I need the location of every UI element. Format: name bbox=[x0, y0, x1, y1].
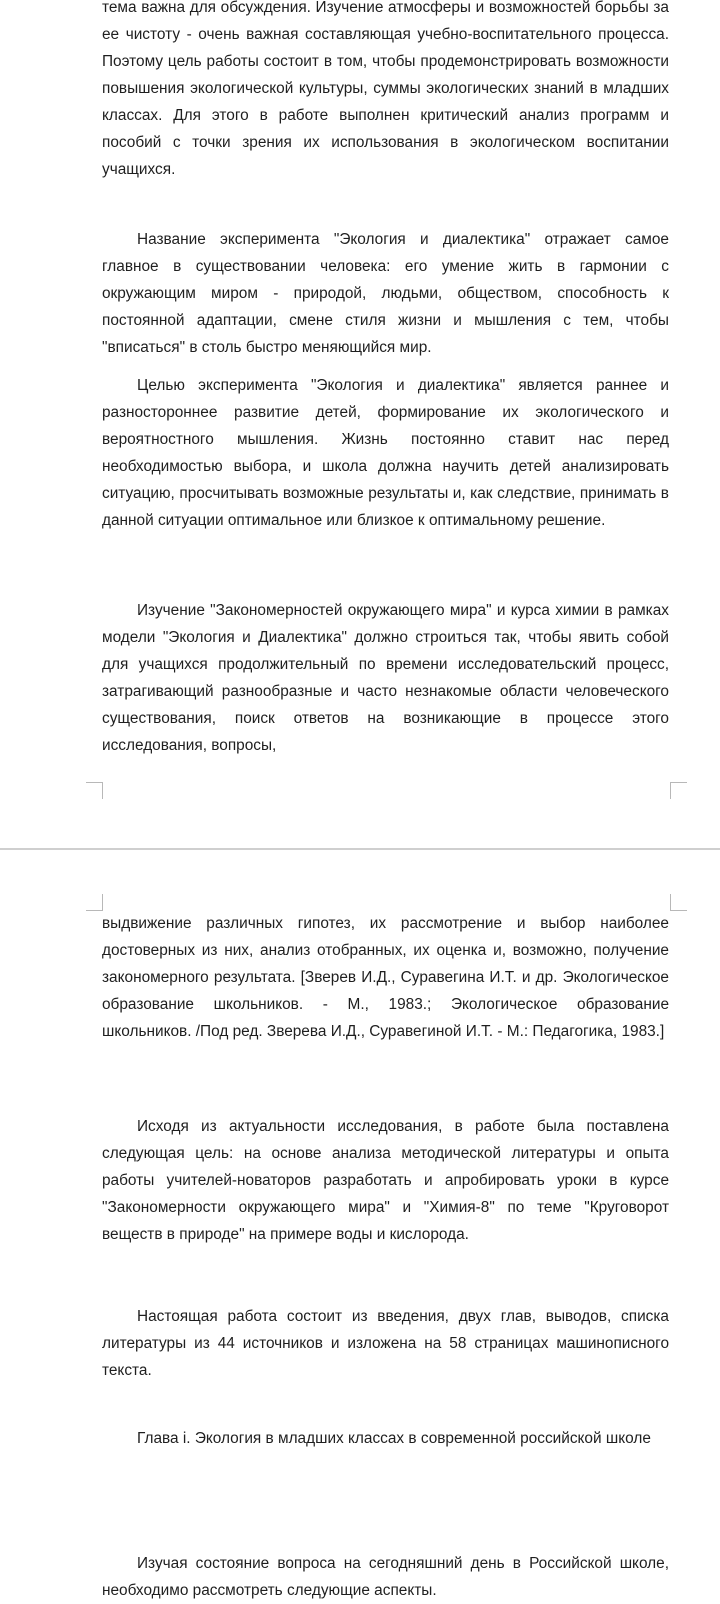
paragraph-4: Изучение "Закономерностей окружающего мира" и курса химии в рамках модели "Экология и Диалектика" должно строиться так, чтобы явить собой для учащихся продолжительный по времени исследовательский процесс, затрагивающий разнообразные и часто незнакомые области человеческого существования, поиск ответов на возникающие в процессе этого исследования, вопросы, bbox=[102, 602, 669, 754]
page-corner-bottom-right bbox=[670, 782, 687, 799]
paragraph-1: тема важна для обсуждения. Изучение атмосферы и возможностей борьбы за ее чистоту - очень важная составляющая учебно-воспитательного процесса. Поэтому цель работы состоит в том, чтобы продемонстрировать возможности повышения экологической культуры, суммы экологических знаний в младших классах. Для этого в работе выполнен критический анализ программ и пособий с точки зрения их использования в экологическом воспитании учащихся. bbox=[102, 0, 669, 178]
paragraph-7: Настоящая работа состоит из введения, двух глав, выводов, списка литературы из 44 источников и изложена на 58 страницах машинописного текста. bbox=[102, 1308, 669, 1379]
paragraph-3: Целью эксперимента "Экология и диалектика" является раннее и разностороннее развитие детей, формирование их экологического и вероятностного мышления. Жизнь постоянно ставит нас перед необходимостью выбора, и школа должна научить детей анализировать ситуацию, просчитывать возможные результаты и, как следствие, принимать в данной ситуации оптимальное или близкое к оптимальному решение. bbox=[102, 377, 669, 529]
page-corner-top-right bbox=[670, 894, 687, 911]
document-page-2 bbox=[0, 850, 720, 1600]
chapter-heading: Глава i. Экология в младших классах в современной российской школе bbox=[137, 1430, 651, 1447]
paragraph-2: Название эксперимента "Экология и диалектика" отражает самое главное в существовании человека: его умение жить в гармонии с окружающим миром - природой, людьми, обществом, способность к постоянной адаптации, смене стиля жизни и мышления с тем, чтобы "вписаться" в столь быстро меняющийся мир. bbox=[102, 231, 669, 356]
page-corner-top-left bbox=[86, 894, 103, 911]
paragraph-8: Изучая состояние вопроса на сегодняшний день в Российской школе, необходимо рассмотреть следующие аспекты. bbox=[102, 1555, 669, 1599]
page-corner-bottom-left bbox=[86, 782, 103, 799]
paragraph-5: выдвижение различных гипотез, их рассмотрение и выбор наиболее достоверных из них, анализ отобранных, их оценка и, возможно, получение закономерного результата. [Зверев И.Д., Суравегина И.Т. и др. Экологическое образование школьников. - М., 1983.; Экологическое образование школьников. /Под ред. Зверева И.Д., Суравегиной И.Т. - М.: Педагогика, 1983.] bbox=[102, 915, 669, 1040]
paragraph-6: Исходя из актуальности исследования, в работе была поставлена следующая цель: на основе анализа методической литературы и опыта работы учителей-новаторов разработать и апробировать уроки в курсе "Закономерности окружающего мира" и "Химия-8" по теме "Круговорот веществ в природе" на примере воды и кислорода. bbox=[102, 1118, 669, 1243]
